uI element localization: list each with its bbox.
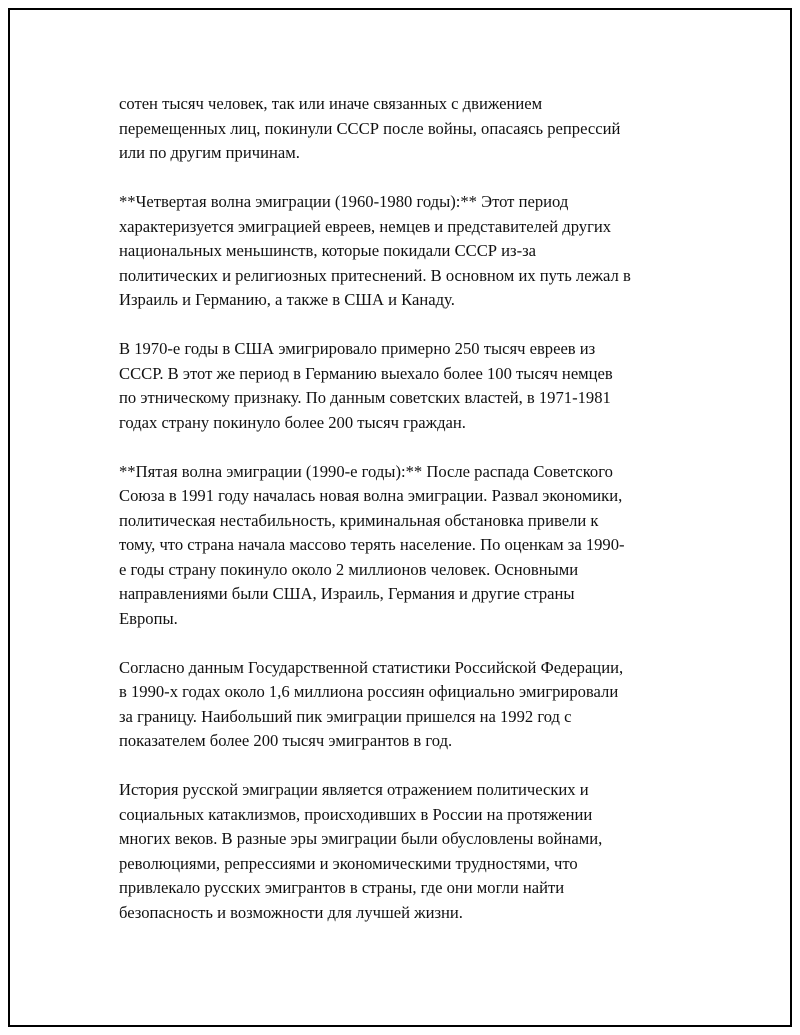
paragraph: сотен тысяч человек, так или иначе связанных с движением перемещенных лиц, покинули СССР после войны, опасаясь репрессий или по другим причинам. [119,94,621,162]
document-body [119,92,699,950]
paragraph: В 1970-е годы в США эмигрировало примерно 250 тысяч евреев из СССР. В этот же период в Германию выехало более 100 тысяч немцев по этническому признаку. По данным советских властей, в 1971-1981 годах страну покинуло более 200 тысяч граждан. [119,339,613,432]
paragraph: История русской эмиграции является отражением политических и социальных катаклизмов, происходивших в России на протяжении многих веков. В разные эры эмиграции были обусловлены войнами, революциями, репрессиями и экономическими трудностями, что привлекало русских эмигрантов в страны, где они могли найти безопасность и возможности для лучшей жизни. [119,780,603,922]
paragraph: **Пятая волна эмиграции (1990-е годы):** После распада Советского Союза в 1991 году началась новая волна эмиграции. Развал экономики, политическая нестабильность, криминальная обстановка привели к тому, что страна начала массово терять население. По оценкам за 1990- е годы страну покинуло около 2 миллионов человек. Основными направлениями были США, Израиль, Германия и другие страны Европы. [119,461,625,628]
paragraph: **Четвертая волна эмиграции (1960-1980 годы):** Этот период характеризуется эмиграцией евреев, немцев и представителей других национальных меньшинств, которые покидали СССР из-за политических и религиозных притеснений. В основном их путь лежал в Израиль и Германию, а также в США и Канаду. [119,192,631,309]
paragraph: Согласно данным Государственной статистики Российской Федерации, в 1990-х годах около 1,6 миллиона россиян официально эмигрировали за границу. Наибольший пик эмиграции пришелся на 1992 год с показателем более 200 тысяч эмигрантов в год. [119,657,624,750]
